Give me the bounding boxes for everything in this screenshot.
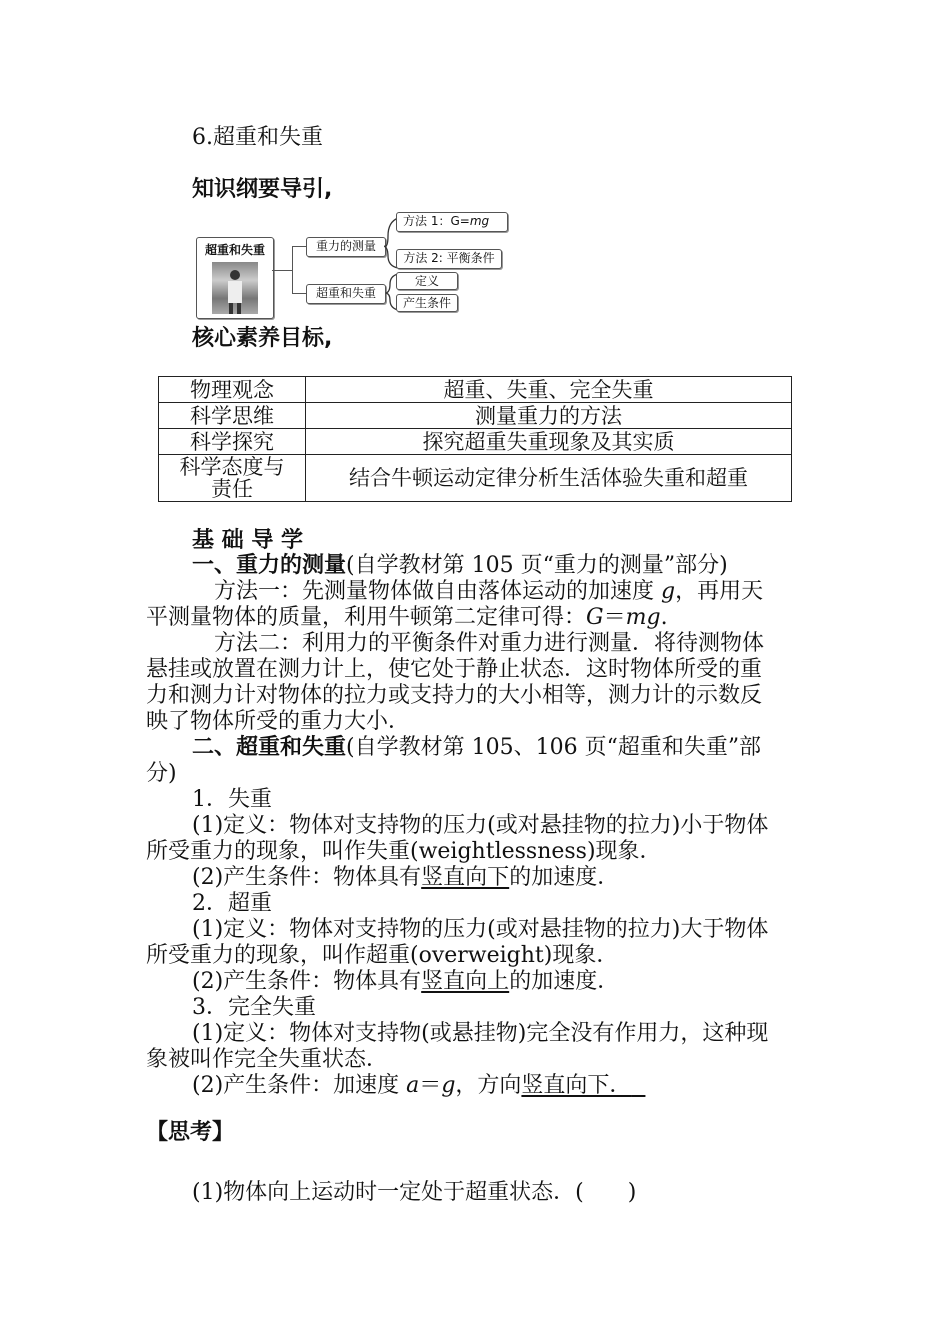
subsection-title: 1．失重: [192, 787, 272, 812]
var-g: g: [441, 1073, 456, 1098]
var-g: g: [661, 579, 676, 604]
text: 方法一：先测量物体做自由落体运动的加速度: [214, 579, 661, 604]
section2-title-line: [192, 735, 761, 761]
paragraph-line: 悬挂或放置在测力计上，使它处于静止状态．这时物体所受的重: [146, 657, 763, 682]
table-key: 科学思维: [159, 403, 306, 429]
var-mg: mg: [625, 605, 661, 630]
table-value: 探究超重失重现象及其实质: [306, 429, 792, 455]
text: ，再用天: [675, 579, 764, 604]
goals-table: [158, 376, 792, 502]
text: (2)产生条件：物体具有: [192, 865, 422, 890]
outline-heading: 知识纲要导引,: [192, 177, 333, 202]
section1-ref: (自学教材第 105 页“重力的测量”部分): [346, 553, 728, 578]
table-row: [159, 403, 792, 429]
mindmap-branch-weight: [306, 284, 386, 304]
paragraph-line: 力和测力计对物体的拉力或支持力的大小相等，测力计的示数反: [146, 683, 763, 708]
table-key: 物理观念: [159, 377, 306, 403]
think-heading: 【思考】: [146, 1120, 235, 1145]
paragraph-line: 分): [146, 761, 177, 786]
branch-weight-label: 超重和失重: [315, 286, 376, 300]
subsection-title: 3．完全失重: [192, 995, 316, 1020]
table-key-line: 责任: [211, 477, 253, 501]
paragraph-line: (1)定义：物体对支持物的压力(或对悬挂物的拉力)小于物体: [192, 813, 769, 838]
var-G: G: [586, 605, 604, 630]
mindmap-branch-gravity: [306, 237, 386, 257]
question-1: (1)物体向上运动时一定处于超重状态．( ): [192, 1180, 637, 1205]
paragraph-line: 所受重力的现象，叫作超重(overweight)现象．: [146, 943, 619, 968]
paragraph-line: [146, 605, 668, 631]
goals-heading: 核心素养目标,: [192, 326, 333, 351]
table-value: 结合牛顿运动定律分析生活体验失重和超重: [306, 455, 792, 502]
table-key-line: 科学态度与: [179, 455, 285, 479]
text: 的加速度．: [509, 969, 620, 994]
answer-blank: 竖直向上: [421, 969, 510, 994]
text: 的加速度．: [509, 865, 620, 890]
text: ＝: [603, 605, 626, 630]
basics-heading: 基 础 导 学: [192, 528, 303, 553]
paragraph-line: (1)定义：物体对支持物的压力(或对悬挂物的拉力)大于物体: [192, 917, 769, 942]
paragraph-line: [192, 1073, 645, 1099]
text: ＝: [419, 1073, 442, 1098]
condition-label: 产生条件: [402, 296, 451, 310]
connector: [292, 246, 293, 294]
branch-gravity-label: 重力的测量: [315, 239, 376, 253]
connector: [272, 270, 292, 271]
table-row: [159, 429, 792, 455]
subsection-title: 2．超重: [192, 891, 272, 916]
person-photo: [212, 262, 258, 314]
text: 平测量物体的质量，利用牛顿第二定律可得：: [146, 605, 587, 630]
table-row: [159, 455, 792, 502]
paragraph-line: [192, 969, 619, 995]
mindmap-method1: [396, 212, 508, 232]
mindmap-root: [196, 237, 274, 319]
table-key: [159, 455, 306, 502]
section2-title: 二、超重和失重: [192, 735, 347, 760]
paragraph-line: (1)定义：物体对支持物(或悬挂物)完全没有作用力，这种现: [192, 1021, 769, 1046]
paragraph-line: 映了物体所受的重力大小．: [146, 709, 411, 734]
section1-title: 一、重力的测量: [192, 553, 347, 578]
paragraph-line: 象被叫作完全失重状态．: [146, 1047, 389, 1072]
answer-blank: 竖直向下．: [521, 1073, 632, 1098]
answer-blank: 竖直向下: [421, 865, 510, 890]
mindmap-root-label: 超重和失重: [204, 243, 265, 257]
method1-label: 方法 1：G=: [403, 214, 470, 228]
section2-ref: (自学教材第 105、106 页“超重和失重”部: [346, 735, 762, 760]
underline-pad: [631, 1073, 645, 1098]
table-value: 测量重力的方法: [306, 403, 792, 429]
method1-var: mg: [469, 214, 490, 228]
paragraph-line: [214, 579, 763, 605]
text: ，方向: [455, 1073, 522, 1098]
table-value: 超重、失重、完全失重: [306, 377, 792, 403]
section1-title-line: [192, 553, 728, 579]
connector: [292, 246, 306, 247]
connector: [292, 293, 306, 294]
mindmap-definition: [396, 272, 458, 290]
page-title: 6.超重和失重: [192, 125, 323, 150]
text: (2)产生条件：加速度: [192, 1073, 407, 1098]
definition-label: 定义: [414, 274, 439, 288]
mindmap-method2: [396, 249, 502, 269]
text: .: [660, 605, 668, 630]
var-a: a: [406, 1073, 420, 1098]
text: (2)产生条件：物体具有: [192, 969, 422, 994]
paragraph-line: 方法二：利用力的平衡条件对重力进行测量．将待测物体: [214, 631, 765, 656]
paragraph-line: [192, 865, 619, 891]
table-key: 科学探究: [159, 429, 306, 455]
paragraph-line: 所受重力的现象，叫作失重(weightlessness)现象．: [146, 839, 662, 864]
mindmap-condition: [396, 294, 458, 312]
method2-label: 方法 2: 平衡条件: [403, 251, 495, 265]
table-row: [159, 377, 792, 403]
